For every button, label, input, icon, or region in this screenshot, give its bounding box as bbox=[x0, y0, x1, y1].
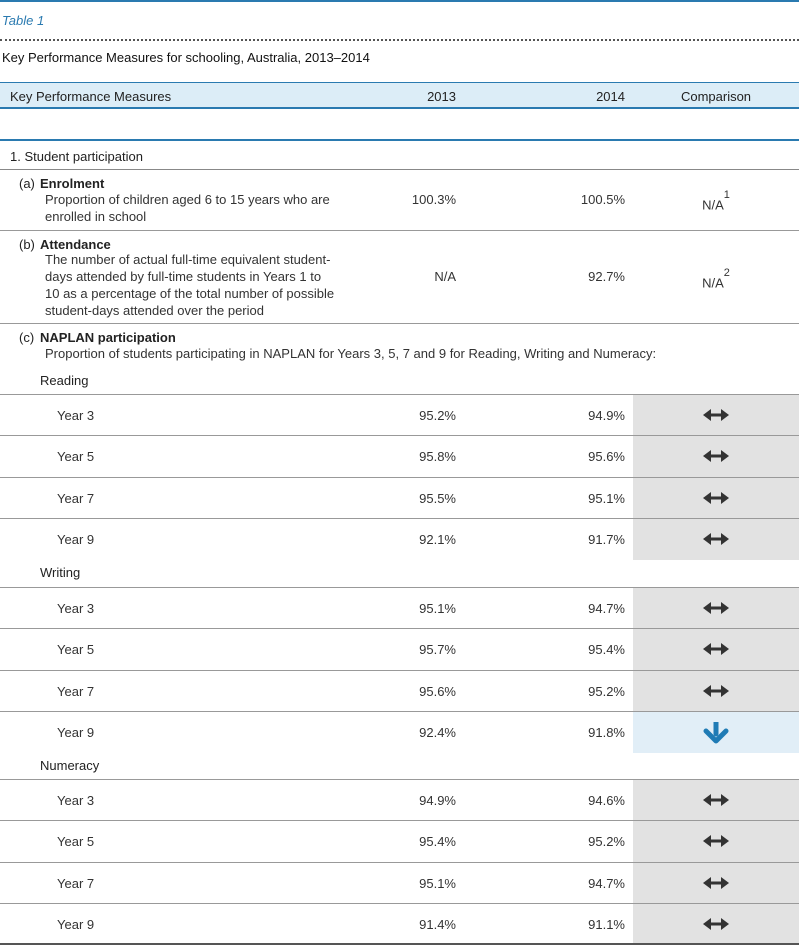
attendance-comparison-value: N/A bbox=[702, 275, 724, 291]
enrolment-desc-line: enrolled in school bbox=[45, 209, 147, 224]
header-2013: 2013 bbox=[427, 89, 456, 104]
no-change-arrow-icon bbox=[703, 488, 729, 508]
table-row bbox=[0, 435, 799, 477]
comparison-cell bbox=[633, 395, 799, 436]
comparison-cell bbox=[633, 588, 799, 629]
table-row bbox=[0, 587, 799, 629]
row-2013-value: 95.7% bbox=[419, 642, 456, 657]
row-2013-value: 91.4% bbox=[419, 917, 456, 932]
comparison-cell bbox=[633, 904, 799, 945]
header-2014: 2014 bbox=[596, 89, 625, 104]
table-row bbox=[0, 779, 799, 821]
row-2014-value: 91.1% bbox=[588, 917, 625, 932]
comparison-cell bbox=[633, 519, 799, 560]
comparison-cell bbox=[633, 863, 799, 904]
table-row bbox=[0, 477, 799, 519]
attendance-desc-line: The number of actual full-time equivalent student- bbox=[45, 252, 331, 267]
group-label-writing: Writing bbox=[40, 565, 81, 580]
row-2013-value: 92.1% bbox=[419, 532, 456, 547]
attendance-title: Attendance bbox=[40, 237, 111, 252]
naplan-title: NAPLAN participation bbox=[40, 330, 176, 345]
row-2014-value: 94.9% bbox=[588, 408, 625, 423]
no-change-arrow-icon bbox=[703, 681, 729, 701]
attendance-2014: 92.7% bbox=[588, 269, 625, 284]
footnote-2: 2 bbox=[723, 267, 730, 279]
row-2014-value: 95.4% bbox=[588, 642, 625, 657]
attendance-letter: (b) bbox=[19, 237, 35, 252]
table-row bbox=[0, 394, 799, 436]
header-comparison: Comparison bbox=[680, 89, 752, 104]
row-year: Year 3 bbox=[57, 793, 95, 808]
no-change-arrow-icon bbox=[703, 529, 729, 549]
row-2014-value: 95.2% bbox=[588, 834, 625, 849]
row-year: Year 7 bbox=[57, 684, 95, 699]
table-row bbox=[0, 820, 799, 862]
header-kpm: Key Performance Measures bbox=[10, 89, 172, 104]
comparison-cell bbox=[633, 712, 799, 753]
table-title: Key Performance Measures for schooling, Australia, 2013–2014 bbox=[2, 50, 370, 65]
enrolment-title: Enrolment bbox=[40, 176, 105, 191]
row-year: Year 5 bbox=[57, 834, 95, 849]
group-label-numeracy: Numeracy bbox=[40, 758, 100, 773]
table-row bbox=[0, 711, 799, 753]
section-label: 1. Student participation bbox=[10, 149, 143, 164]
no-change-arrow-icon bbox=[703, 405, 729, 425]
attendance-description bbox=[45, 251, 334, 319]
row-2014-value: 94.6% bbox=[588, 793, 625, 808]
no-change-arrow-icon bbox=[703, 446, 729, 466]
attendance-2013: N/A bbox=[434, 269, 456, 284]
enrolment-letter: (a) bbox=[19, 176, 35, 191]
attendance-desc-line: student-days attended over the period bbox=[45, 303, 264, 318]
row-year: Year 9 bbox=[57, 725, 95, 740]
naplan-heading bbox=[0, 324, 799, 394]
row-2014-value: 94.7% bbox=[588, 876, 625, 891]
group-label-reading: Reading bbox=[40, 373, 89, 388]
enrolment-desc-line: Proportion of children aged 6 to 15 years who are bbox=[45, 192, 330, 207]
section-heading bbox=[0, 139, 799, 170]
no-change-arrow-icon bbox=[703, 873, 729, 893]
row-year: Year 7 bbox=[57, 491, 95, 506]
row-2013-value: 95.4% bbox=[419, 834, 456, 849]
row-2014-value: 91.8% bbox=[588, 725, 625, 740]
enrolment-2013: 100.3% bbox=[411, 192, 456, 207]
row-2014-value: 91.7% bbox=[588, 532, 625, 547]
row-2014-value: 95.6% bbox=[588, 449, 625, 464]
dotted-divider bbox=[0, 39, 799, 41]
row-year: Year 9 bbox=[57, 532, 95, 547]
enrolment-2014: 100.5% bbox=[580, 192, 625, 207]
no-change-arrow-icon bbox=[703, 914, 729, 934]
comparison-cell bbox=[633, 478, 799, 519]
table-row bbox=[0, 903, 799, 945]
comparison-cell bbox=[633, 780, 799, 821]
enrolment-comparison-value: N/A bbox=[702, 197, 724, 213]
row-2013-value: 94.9% bbox=[419, 793, 456, 808]
attendance-desc-line: days attended by full-time students in Years 1 to bbox=[45, 269, 322, 284]
comparison-cell bbox=[633, 671, 799, 712]
row-year: Year 5 bbox=[57, 642, 95, 657]
table-row bbox=[0, 862, 799, 904]
no-change-arrow-icon bbox=[703, 790, 729, 810]
top-rule bbox=[0, 0, 799, 2]
table-row bbox=[0, 518, 799, 560]
row-2013-value: 95.8% bbox=[419, 449, 456, 464]
no-change-arrow-icon bbox=[703, 831, 729, 851]
row-2013-value: 95.2% bbox=[419, 408, 456, 423]
down-arrow-icon bbox=[703, 722, 729, 744]
attendance-desc-line: 10 as a percentage of the total number of possible bbox=[45, 286, 335, 301]
row-2013-value: 95.1% bbox=[419, 876, 456, 891]
row-year: Year 9 bbox=[57, 917, 95, 932]
row-2013-value: 95.6% bbox=[419, 684, 456, 699]
enrolment-comparison bbox=[633, 189, 799, 213]
table-header-row bbox=[0, 82, 799, 109]
row-2013-value: 92.4% bbox=[419, 725, 456, 740]
row-2014-value: 95.1% bbox=[588, 491, 625, 506]
enrolment-row bbox=[0, 170, 799, 231]
row-2014-value: 94.7% bbox=[588, 601, 625, 616]
table-caption: Table 1 bbox=[2, 13, 45, 28]
table-row bbox=[0, 628, 799, 670]
footnote-1: 1 bbox=[723, 189, 730, 201]
row-year: Year 3 bbox=[57, 601, 95, 616]
comparison-cell bbox=[633, 821, 799, 862]
no-change-arrow-icon bbox=[703, 598, 729, 618]
row-2013-value: 95.5% bbox=[419, 491, 456, 506]
no-change-arrow-icon bbox=[703, 639, 729, 659]
naplan-description: Proportion of students participating in NAPLAN for Years 3, 5, 7 and 9 for Reading, Writing and Numeracy: bbox=[45, 346, 657, 361]
comparison-cell bbox=[633, 629, 799, 670]
row-2014-value: 95.2% bbox=[588, 684, 625, 699]
row-year: Year 7 bbox=[57, 876, 95, 891]
naplan-letter: (c) bbox=[19, 330, 35, 345]
enrolment-description bbox=[45, 191, 330, 225]
attendance-comparison bbox=[633, 267, 799, 291]
row-2013-value: 95.1% bbox=[419, 601, 456, 616]
attendance-row bbox=[0, 231, 799, 324]
comparison-cell bbox=[633, 436, 799, 477]
table-row bbox=[0, 670, 799, 712]
row-year: Year 3 bbox=[57, 408, 95, 423]
row-year: Year 5 bbox=[57, 449, 95, 464]
